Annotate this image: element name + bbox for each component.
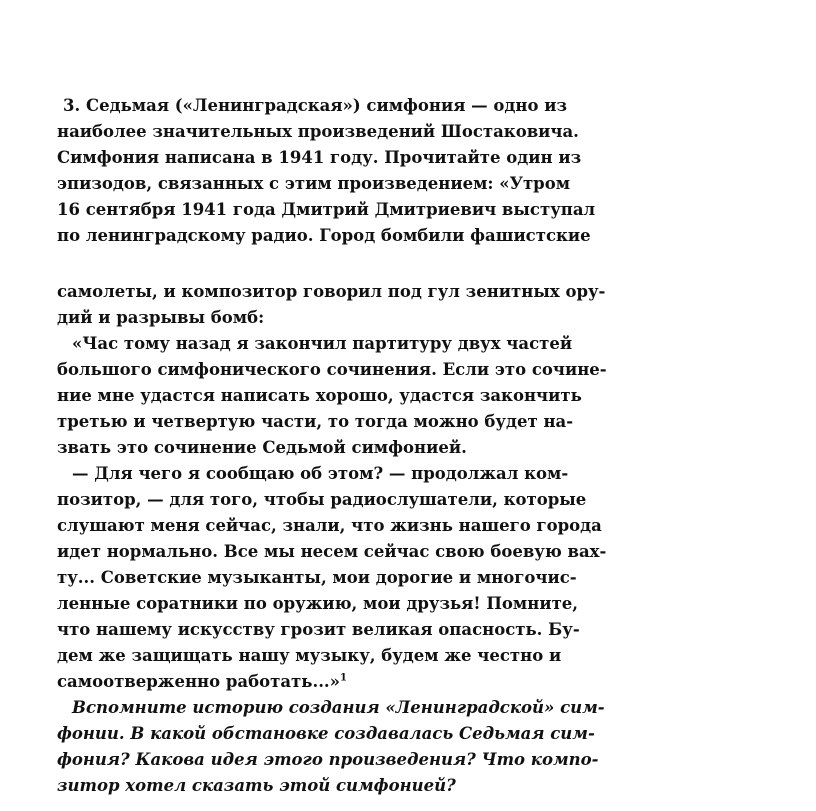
quote-line: ленные соратники по оружию, мои друзья! Помните, xyxy=(57,594,579,613)
quote-line: позитор, — для того, чтобы радиослушатели, которые xyxy=(57,490,587,509)
paragraph-line: дий и разрывы бомб: xyxy=(57,308,265,327)
paragraph-line xyxy=(57,93,568,119)
paragraph-line: наиболее значительных произведений Шостаковича. xyxy=(57,122,579,141)
quote-line: третью и четвертую части, то тогда можно будет на- xyxy=(57,412,574,431)
paragraph-line: по ленинградскому радио. Город бомбили фашистские xyxy=(57,226,591,245)
footnote-marker: 1 xyxy=(340,672,347,684)
question-line: фонии. В какой обстановке создавалась Седьмая сим- xyxy=(57,724,595,743)
paragraph-line: эпизодов, связанных с этим произведением: «Утром xyxy=(57,174,571,193)
quote-line: идет нормально. Все мы несем сейчас свою боевую вах- xyxy=(57,542,607,561)
quote-line: большого симфонического сочинения. Если это сочине- xyxy=(57,360,607,379)
exercise-number: 3. xyxy=(63,96,81,115)
line-text: самоотверженно работать...» xyxy=(57,672,340,691)
paragraph-line: 16 сентября 1941 года Дмитрий Дмитриевич выступал xyxy=(57,200,596,219)
question-line: фония? Какова идея этого произведения? Что компо- xyxy=(57,750,599,769)
quote-line: — Для чего я сообщаю об этом? — продолжал ком- xyxy=(72,464,569,483)
line-text: Седьмая («Ленинградская») симфония — одно из xyxy=(80,96,568,115)
quote-line: слушают меня сейчас, знали, что жизнь нашего города xyxy=(57,516,602,535)
quote-line: дем же защищать нашу музыку, будем же честно и xyxy=(57,646,562,665)
question-line: зитор хотел сказать этой симфонией? xyxy=(57,776,456,795)
paragraph-line: самолеты, и композитор говорил под гул зенитных ору- xyxy=(57,282,606,301)
quote-line: «Час тому назад я закончил партитуру двух частей xyxy=(72,334,573,353)
quote-line: ту... Советские музыканты, мои дорогие и многочис- xyxy=(57,568,577,587)
paragraph-line: Симфония написана в 1941 году. Прочитайте один из xyxy=(57,148,582,167)
quote-line: звать это сочинение Седьмой симфонией. xyxy=(57,438,467,457)
quote-line: что нашему искусству грозит великая опасность. Бу- xyxy=(57,620,580,639)
question-line: Вспомните историю создания «Ленинградской» сим- xyxy=(72,698,605,717)
quote-line: ние мне удастся написать хорошо, удастся закончить xyxy=(57,386,582,405)
quote-line xyxy=(57,669,555,695)
